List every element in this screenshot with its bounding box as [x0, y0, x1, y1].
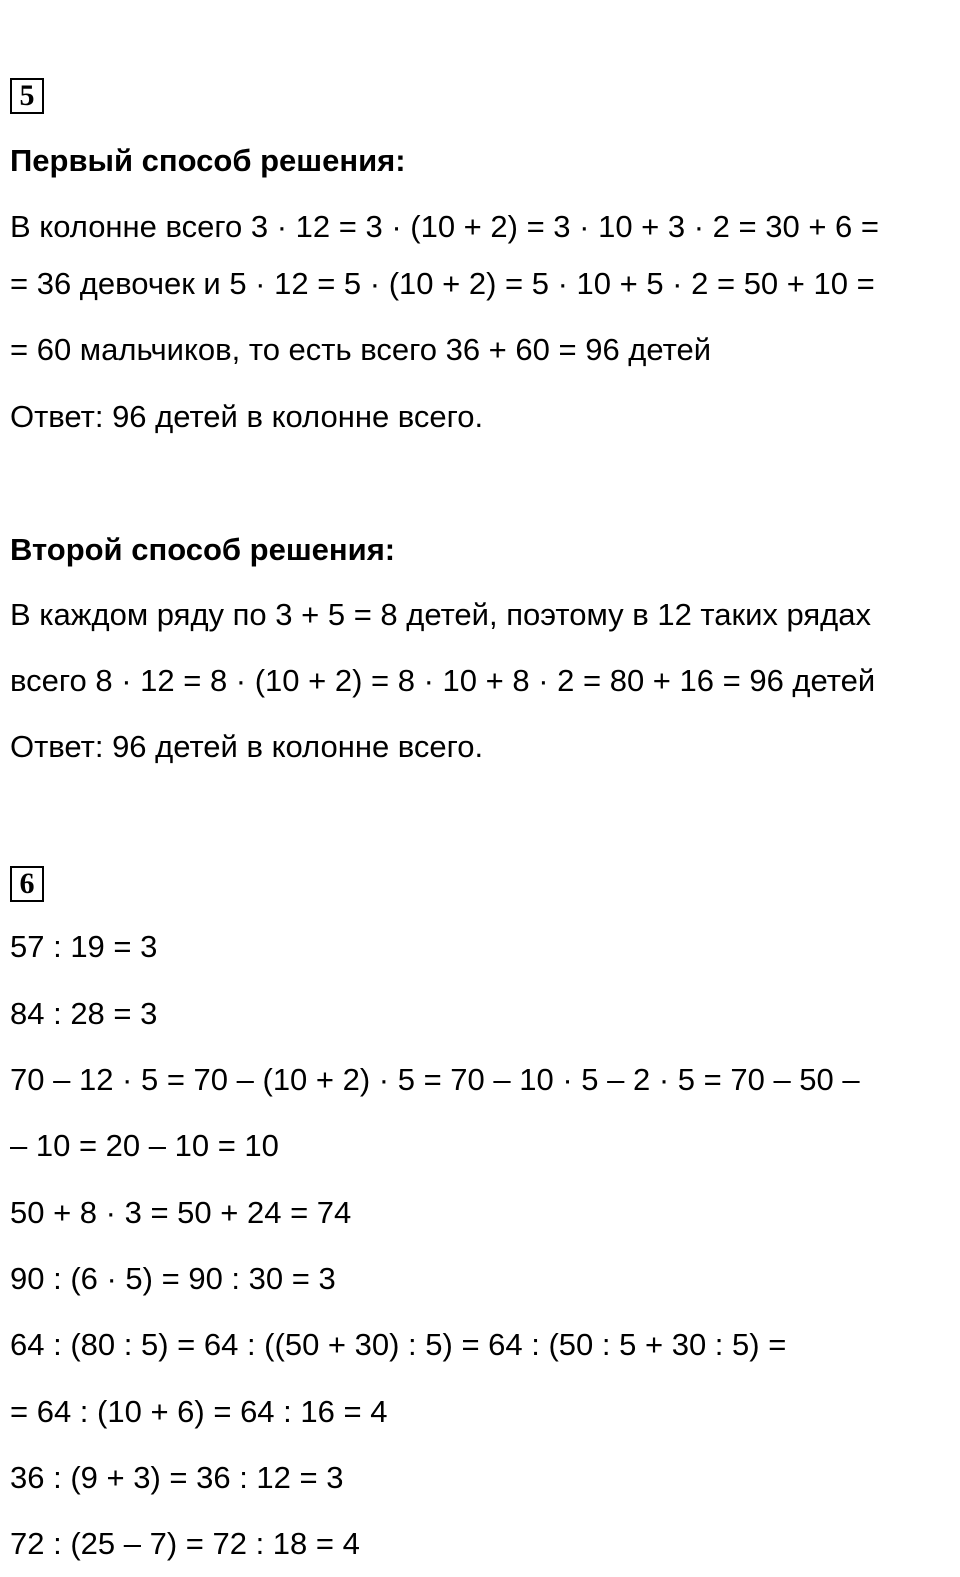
method1-line-2: = 36 девочек и 5 · 12 = 5 · (10 + 2) = 5 · 10 + 5 · 2 = 50 + 10 =	[10, 266, 875, 301]
task6-line-4: – 10 = 20 – 10 = 10	[10, 1128, 279, 1163]
method2-answer: Ответ: 96 детей в колонне всего.	[10, 729, 484, 764]
task-number-6: 6	[10, 866, 44, 902]
method1-heading: Первый способ решения:	[10, 143, 406, 178]
method1-line-3: = 60 мальчиков, то есть всего 36 + 60 = 96 детей	[10, 332, 712, 367]
task6-line-6: 90 : (6 · 5) = 90 : 30 = 3	[10, 1261, 336, 1296]
task6-line-9: 36 : (9 + 3) = 36 : 12 = 3	[10, 1460, 344, 1495]
task6-line-10: 72 : (25 – 7) = 72 : 18 = 4	[10, 1526, 360, 1561]
method2-heading: Второй способ решения:	[10, 532, 396, 567]
method2-line-2: всего 8 · 12 = 8 · (10 + 2) = 8 · 10 + 8 · 2 = 80 + 16 = 96 детей	[10, 663, 876, 698]
task6-line-1: 57 : 19 = 3	[10, 929, 158, 964]
task6-line-5: 50 + 8 · 3 = 50 + 24 = 74	[10, 1195, 352, 1230]
method1-line-1: В колонне всего 3 · 12 = 3 · (10 + 2) = 3 · 10 + 3 · 2 = 30 + 6 =	[10, 209, 880, 244]
method2-line-1: В каждом ряду по 3 + 5 = 8 детей, поэтому в 12 таких рядах	[10, 597, 872, 632]
task6-line-2: 84 : 28 = 3	[10, 996, 158, 1031]
task6-line-8: = 64 : (10 + 6) = 64 : 16 = 4	[10, 1394, 388, 1429]
method1-answer: Ответ: 96 детей в колонне всего.	[10, 399, 484, 434]
task-number-5: 5	[10, 78, 44, 114]
task6-line-3: 70 – 12 · 5 = 70 – (10 + 2) · 5 = 70 – 10 · 5 – 2 · 5 = 70 – 50 –	[10, 1062, 860, 1097]
task6-line-7: 64 : (80 : 5) = 64 : ((50 + 30) : 5) = 64 : (50 : 5 + 30 : 5) =	[10, 1327, 787, 1362]
